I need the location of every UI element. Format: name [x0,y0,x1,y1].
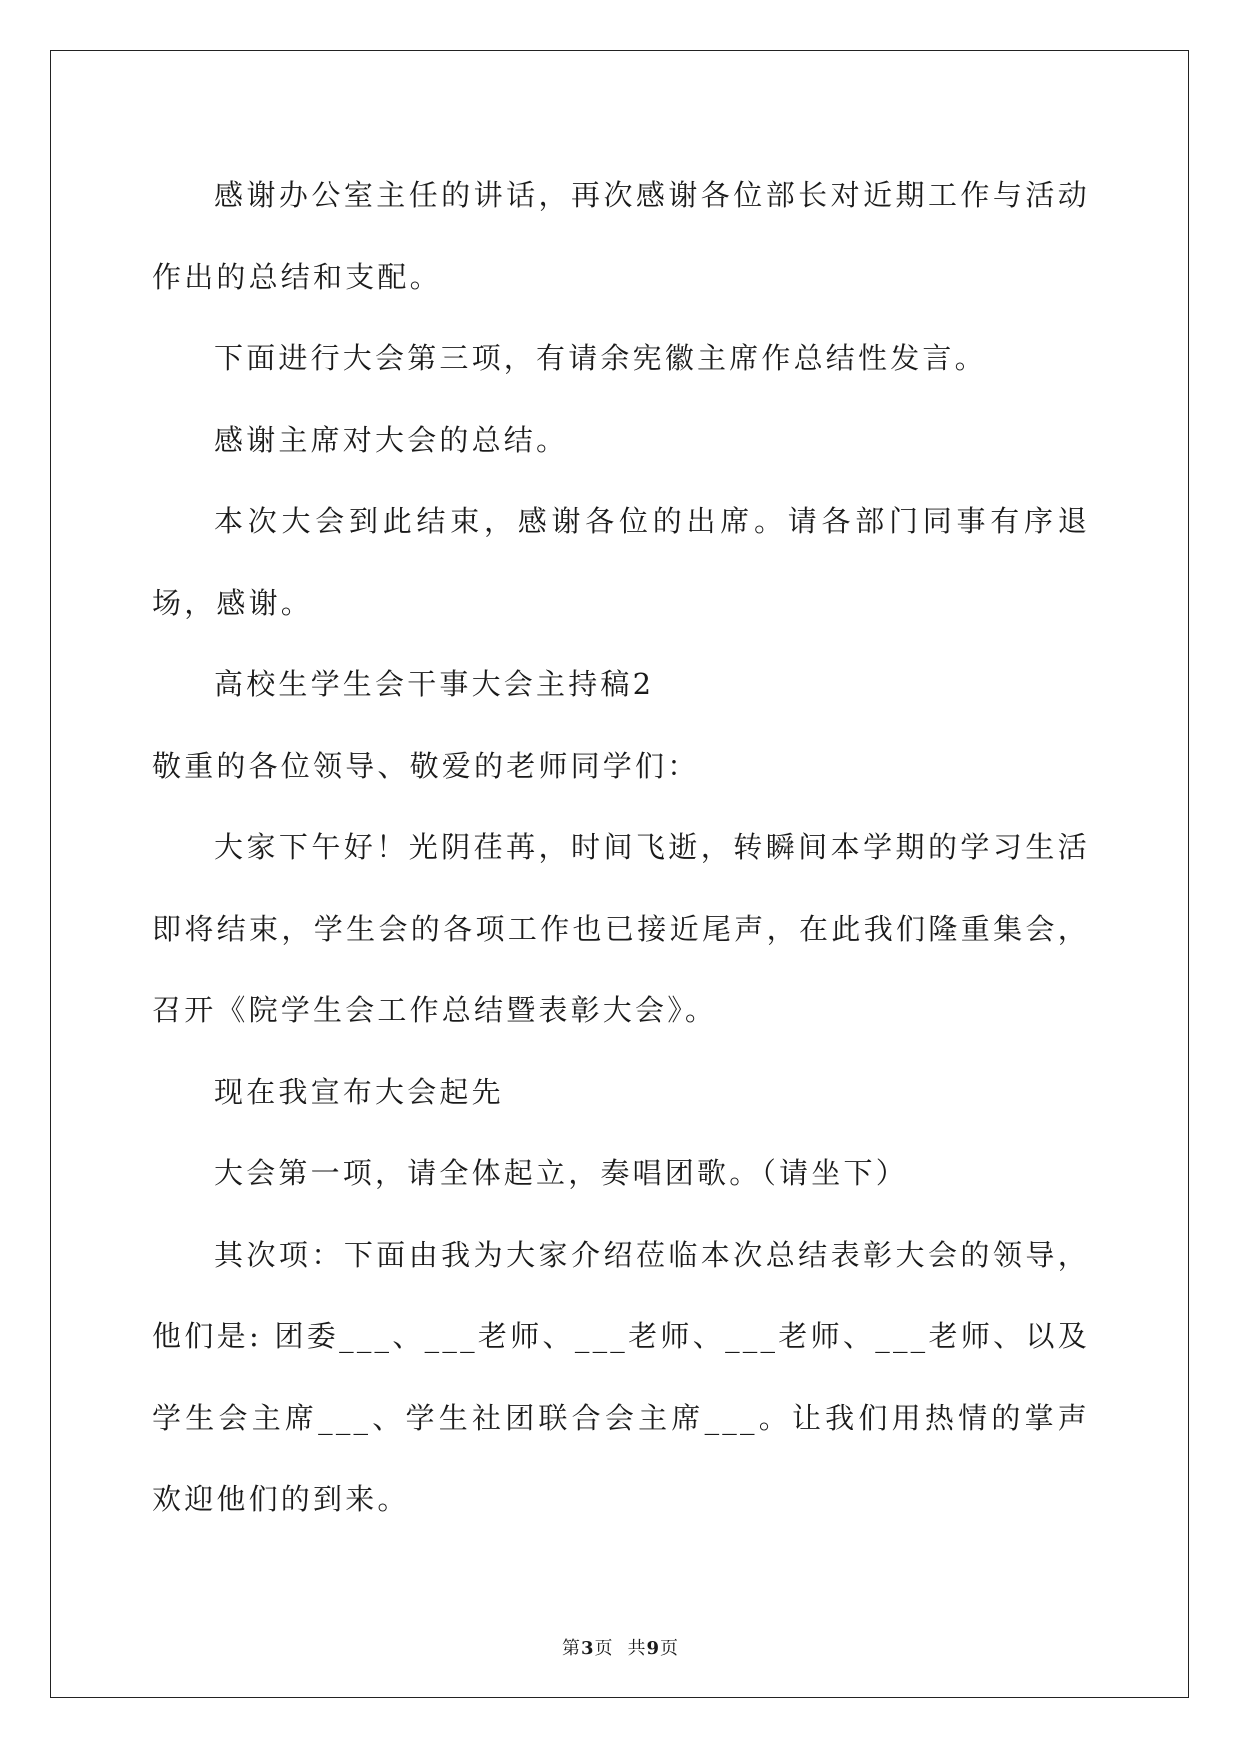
total-prefix: 共 [627,1638,647,1659]
total-pages: 9 [646,1638,661,1659]
section-title: 高校生学生会干事大会主持稿2 [214,667,655,701]
paragraph: 感谢主席对大会的总结。 [214,422,569,457]
page-prefix: 第 [561,1638,581,1659]
salutation: 敬重的各位领导、敬爱的老师同学们： [152,748,700,783]
paragraph: 其次项：下面由我为大家介绍莅临本次总结表彰大会的领导，他们是: 团委___、___老师、___老师、___老师、___老师、以及学生会主席___、学生社团联合会主席___。让我们用热情的掌声欢迎他们的到来。 [152,1237,1090,1516]
paragraph: 感谢办公室主任的讲话，再次感谢各位部长对近期工作与活动作出的总结和支配。 [152,178,1090,294]
total-suffix: 页 [660,1638,680,1659]
paragraph: 本次大会到此结束，感谢各位的出席。请各部门同事有序退场，感谢。 [152,504,1090,620]
page-footer [0,1634,1241,1660]
page-number: 3 [580,1638,595,1659]
paragraph: 下面进行大会第三项，有请余宪徽主席作总结性发言。 [214,341,987,375]
paragraph: 大家下午好！光阴荏苒，时间飞逝，转瞬间本学期的学习生活即将结束，学生会的各项工作也已接近尾声，在此我们隆重集会，召开《院学生会工作总结暨表彰大会》。 [152,830,1090,1027]
page-suffix: 页 [594,1638,614,1659]
paragraph: 大会第一项，请全体起立，奏唱团歌。（请坐下） [214,1156,908,1190]
document-body [152,155,1090,1541]
paragraph: 现在我宣布大会起先 [214,1074,504,1109]
